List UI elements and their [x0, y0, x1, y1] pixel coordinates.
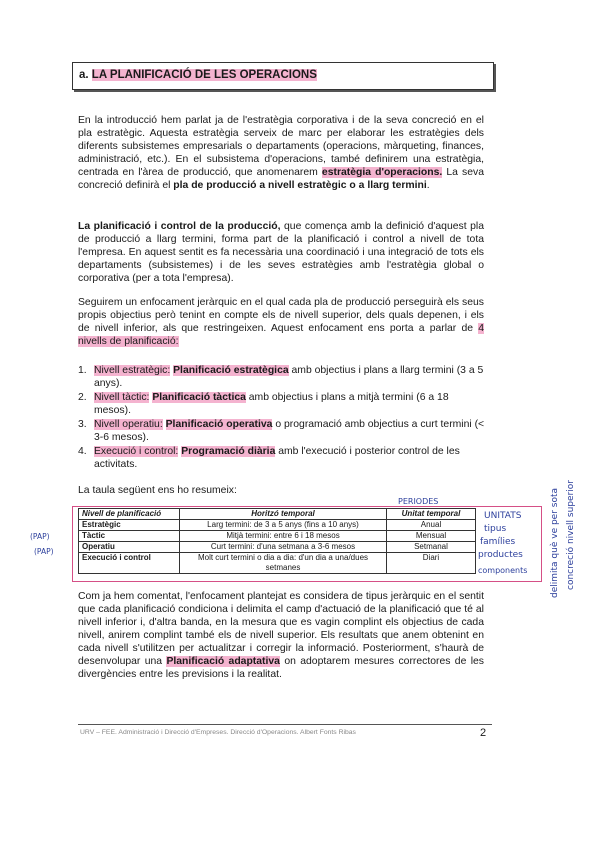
- para2-bold: La planificació i control de la producció,: [78, 221, 281, 232]
- table-cell: Estratègic: [79, 520, 180, 531]
- footer-divider: [78, 724, 492, 725]
- planning-levels-list: [78, 364, 488, 472]
- table-row: [79, 542, 476, 553]
- para1-highlight: estratègia d'operacions.: [321, 167, 443, 178]
- paragraph-planning-control: [78, 220, 484, 285]
- handwritten-pap-2: (PAP): [34, 547, 54, 556]
- level-label: Nivell operatiu:: [94, 419, 163, 430]
- handwritten-families: famílies: [480, 537, 516, 547]
- table-cell: Anual: [387, 520, 476, 531]
- table-cell: Diari: [387, 553, 476, 574]
- para2-text: que comença amb la definició d'aquest pla de producció a llarg termini, forma part de la planificació i control a nivell de tota l'empresa. En aquest sentit es fa necessària una coordinació i una integració de tots els departaments (subsistemes) i de les seves estratègies amb l'estratègia global o corporativa (per a tota l'empresa).: [78, 221, 484, 284]
- section-title: [79, 69, 317, 81]
- level-name: Planificació tàctica: [152, 392, 246, 403]
- section-heading-box: [72, 62, 494, 90]
- table-cell: Execució i control: [79, 553, 180, 574]
- list-number: 2.: [78, 392, 87, 403]
- para1-text-b: La seva concreció definirà el: [78, 167, 484, 191]
- para4-text-b: on adoptarem mesures correctores de les divergències entre les previsions i la realitat.: [78, 656, 485, 680]
- level-description: amb l'execució i posterior control de les activitats.: [94, 446, 460, 470]
- list-item: [78, 418, 488, 444]
- header-horizon: Horitzó temporal: [180, 509, 387, 520]
- table-intro: La taula següent ens ho resumeix:: [78, 485, 237, 496]
- paragraph-conclusion: [78, 590, 484, 681]
- handwritten-components: components: [478, 566, 528, 575]
- table-cell: Larg termini: de 3 a 5 anys (fins a 10 anys): [180, 520, 387, 531]
- section-prefix: a.: [79, 69, 89, 81]
- para3-highlight: 4 nivells de planificació:: [78, 323, 484, 347]
- level-name: Programació diària: [181, 446, 276, 457]
- level-name: Planificació estratègica: [173, 365, 289, 376]
- list-number: 1.: [78, 365, 87, 376]
- para3-text: Seguirem un enfocament jeràrquic en el qual cada pla de producció perseguirà els seus propis objectius però tenint en compte els de nivell superior, dels quals depenen, i els de nivell inferior, als que restringeixen. Aquest enfocament ens porta a parlar de: [78, 297, 484, 334]
- section-title-text: LA PLANIFICACIÓ DE LES OPERACIONS: [91, 69, 317, 81]
- table-row: [79, 520, 476, 531]
- level-name: Planificació operativa: [165, 419, 273, 430]
- list-number: 3.: [78, 419, 87, 430]
- para1-text-c: .: [426, 180, 430, 191]
- level-label: Nivell estratègic:: [94, 365, 171, 376]
- handwritten-unitats: UNITATS: [484, 511, 522, 521]
- level-label: Execució i control:: [94, 446, 179, 457]
- handwritten-tipus: tipus: [484, 524, 507, 534]
- table-cell: Tàctic: [79, 531, 180, 542]
- para4-highlight: Planificació adaptativa: [166, 656, 280, 667]
- handwritten-periodes: PERIODES: [398, 497, 439, 506]
- table-cell: Mensual: [387, 531, 476, 542]
- list-item: [78, 364, 488, 390]
- page-number: 2: [480, 727, 487, 739]
- paragraph-hierarchical: [78, 296, 484, 348]
- table-cell: Molt curt termini o dia a dia: d'un dia a una/dues setmanes: [180, 553, 387, 574]
- table-cell: Curt termini: d'una setmana a 3-6 mesos: [180, 542, 387, 553]
- handwritten-vertical-note-1: delimita què ve per sota: [550, 487, 560, 598]
- table-row: [79, 531, 476, 542]
- footer-text: URV – FEE. Administració i Direcció d'Empreses. Direcció d'Operacions. Albert Fonts Ribas: [80, 729, 356, 736]
- list-number: 4.: [78, 446, 87, 457]
- level-description: o programació amb objectius a curt termini (< 3-6 mesos).: [94, 419, 485, 443]
- table-cell: Setmanal: [387, 542, 476, 553]
- table-header-row: [79, 509, 476, 520]
- level-label: Nivell tàctic:: [94, 392, 150, 403]
- list-item: [78, 445, 488, 471]
- table-row: [79, 553, 476, 574]
- list-item: [78, 391, 488, 417]
- header-level: Nivell de planificació: [79, 509, 180, 520]
- handwritten-productes: productes: [478, 550, 523, 560]
- level-description: amb objectius i plans a llarg termini (3 a 5 anys).: [94, 365, 484, 389]
- planning-summary-table: [78, 508, 476, 574]
- table-cell: Mitjà termini: entre 6 i 18 mesos: [180, 531, 387, 542]
- handwritten-pap-1: (PAP): [30, 532, 50, 541]
- para1-bold: pla de producció a nivell estratègic o a llarg termini: [173, 180, 427, 191]
- header-unit: Unitat temporal: [387, 509, 476, 520]
- handwritten-vertical-note-2: concreció nivell superior: [566, 480, 576, 590]
- paragraph-intro: [78, 114, 484, 192]
- para1-text: En la introducció hem parlat ja de l'estratègia corporativa i de la seva concreció en el pla estratègic. Aquesta estratègia serveix de marc per elaborar les estratègies dels diferents subsistemes empresarials o departaments (operacions, màrqueting, finances, administració, etc.). En el subsistema d'operacions, també definirem una estratègia, centrada en l'àrea de producció, que anomenarem: [78, 115, 484, 178]
- table-cell: Operatiu: [79, 542, 180, 553]
- level-description: amb objectius i plans a mitjà termini (6 a 18 mesos).: [94, 392, 449, 416]
- para4-text: Com ja hem comentat, l'enfocament plantejat es considera de tipus jeràrquic en el sentit que cada planificació condiciona i delimita el camp d'actuació de la planificació que té al nivell inferior i, d'altra banda, en la mesura que es vagin complint els objectius de cada nivell, anirem complint també els de nivell superior. Els resultats que anem obtenint en cada nivell s'utilitzen per actualitzar i corregir la informació. Posteriorment, s'haurà de desenvolupar una: [78, 591, 484, 667]
